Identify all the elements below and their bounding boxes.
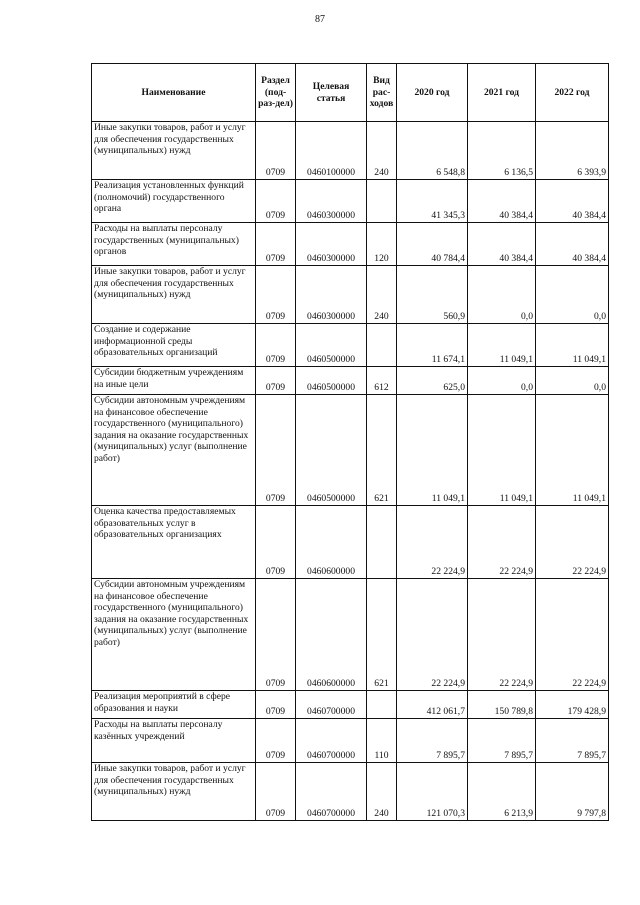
row-2020: 6 548,8 [397, 122, 468, 180]
row-name: Субсидии бюджетным учреждениям на иные цели [92, 367, 256, 395]
row-name: Реализация мероприятий в сфере образования и науки [92, 691, 256, 719]
row-2021: 40 384,4 [468, 180, 536, 223]
row-section: 0709 [256, 122, 296, 180]
row-kind: 621 [367, 579, 397, 691]
row-name: Иные закупки товаров, работ и услуг для обеспечения государственных (муниципальных) нужд [92, 763, 256, 821]
row-kind: 612 [367, 367, 397, 395]
row-section: 0709 [256, 719, 296, 763]
budget-table [91, 63, 609, 821]
row-2020: 11 049,1 [397, 395, 468, 506]
row-target: 0460500000 [296, 395, 367, 506]
row-2021: 150 789,8 [468, 691, 536, 719]
row-2020: 121 070,3 [397, 763, 468, 821]
row-2021: 40 384,4 [468, 223, 536, 266]
row-target: 0460100000 [296, 122, 367, 180]
row-kind [367, 180, 397, 223]
table-row [92, 180, 609, 223]
row-section: 0709 [256, 223, 296, 266]
row-2021: 11 049,1 [468, 324, 536, 367]
row-name: Иные закупки товаров, работ и услуг для обеспечения государственных (муниципальных) нужд [92, 122, 256, 180]
row-name: Субсидии автономным учреждениям на финансовое обеспечение государственного (муниципального) задания на оказание государственных (муниципальных) услуг (выполнение работ) [92, 395, 256, 506]
row-2020: 560,9 [397, 266, 468, 324]
row-name: Создание и содержание информационной среды образовательных организаций [92, 324, 256, 367]
row-2022: 11 049,1 [536, 324, 609, 367]
row-2020: 22 224,9 [397, 579, 468, 691]
row-2021: 7 895,7 [468, 719, 536, 763]
table-row [92, 506, 609, 579]
page-number: 87 [315, 14, 325, 25]
row-2022: 0,0 [536, 266, 609, 324]
table-row [92, 223, 609, 266]
row-2021: 0,0 [468, 367, 536, 395]
row-2020: 412 061,7 [397, 691, 468, 719]
row-target: 0460600000 [296, 506, 367, 579]
row-kind: 621 [367, 395, 397, 506]
row-name: Субсидии автономным учреждениям на финансовое обеспечение государственного (муниципального) задания на оказание государственных (муниципальных) услуг (выполнение работ) [92, 579, 256, 691]
row-section: 0709 [256, 266, 296, 324]
header-2021: 2021 год [468, 64, 536, 122]
row-kind: 240 [367, 763, 397, 821]
row-2022: 40 384,4 [536, 180, 609, 223]
table-body [92, 122, 609, 821]
row-target: 0460700000 [296, 691, 367, 719]
table-row [92, 395, 609, 506]
row-kind: 120 [367, 223, 397, 266]
row-2020: 40 784,4 [397, 223, 468, 266]
row-section: 0709 [256, 367, 296, 395]
table-row [92, 579, 609, 691]
header-2022: 2022 год [536, 64, 609, 122]
row-section: 0709 [256, 506, 296, 579]
row-2020: 7 895,7 [397, 719, 468, 763]
row-2022: 7 895,7 [536, 719, 609, 763]
row-target: 0460300000 [296, 180, 367, 223]
row-2022: 9 797,8 [536, 763, 609, 821]
row-2022: 40 384,4 [536, 223, 609, 266]
row-2020: 625,0 [397, 367, 468, 395]
row-2021: 6 136,5 [468, 122, 536, 180]
row-target: 0460600000 [296, 579, 367, 691]
row-section: 0709 [256, 763, 296, 821]
row-2020: 22 224,9 [397, 506, 468, 579]
row-target: 0460300000 [296, 266, 367, 324]
row-kind: 240 [367, 266, 397, 324]
table-row [92, 122, 609, 180]
row-name: Иные закупки товаров, работ и услуг для обеспечения государственных (муниципальных) нужд [92, 266, 256, 324]
table-row [92, 719, 609, 763]
row-target: 0460700000 [296, 719, 367, 763]
header-kind: Вид рас-ходов [367, 64, 397, 122]
row-2021: 6 213,9 [468, 763, 536, 821]
header-target: Целевая статья [296, 64, 367, 122]
table-row [92, 324, 609, 367]
row-2022: 11 049,1 [536, 395, 609, 506]
row-kind [367, 691, 397, 719]
row-kind: 240 [367, 122, 397, 180]
row-2020: 41 345,3 [397, 180, 468, 223]
header-section: Раздел (под-раз-дел) [256, 64, 296, 122]
table-row [92, 367, 609, 395]
row-name: Расходы на выплаты персоналу казённых учреждений [92, 719, 256, 763]
header-2020: 2020 год [397, 64, 468, 122]
row-name: Расходы на выплаты персоналу государственных (муниципальных) органов [92, 223, 256, 266]
table-header-row [92, 64, 609, 122]
row-2022: 6 393,9 [536, 122, 609, 180]
row-name: Оценка качества предоставляемых образовательных услуг в образовательных организациях [92, 506, 256, 579]
row-section: 0709 [256, 691, 296, 719]
row-kind: 110 [367, 719, 397, 763]
row-section: 0709 [256, 579, 296, 691]
row-target: 0460500000 [296, 367, 367, 395]
row-2021: 11 049,1 [468, 395, 536, 506]
row-name: Реализация установленных функций (полномочий) государственного органа [92, 180, 256, 223]
row-2020: 11 674,1 [397, 324, 468, 367]
header-name: Наименование [92, 64, 256, 122]
row-2021: 22 224,9 [468, 579, 536, 691]
row-2022: 22 224,9 [536, 506, 609, 579]
row-target: 0460700000 [296, 763, 367, 821]
table-row [92, 763, 609, 821]
row-kind [367, 506, 397, 579]
row-target: 0460500000 [296, 324, 367, 367]
row-2021: 22 224,9 [468, 506, 536, 579]
row-2021: 0,0 [468, 266, 536, 324]
table-row [92, 266, 609, 324]
row-2022: 22 224,9 [536, 579, 609, 691]
row-2022: 179 428,9 [536, 691, 609, 719]
row-kind [367, 324, 397, 367]
row-target: 0460300000 [296, 223, 367, 266]
table-row [92, 691, 609, 719]
row-section: 0709 [256, 180, 296, 223]
row-2022: 0,0 [536, 367, 609, 395]
row-section: 0709 [256, 395, 296, 506]
row-section: 0709 [256, 324, 296, 367]
